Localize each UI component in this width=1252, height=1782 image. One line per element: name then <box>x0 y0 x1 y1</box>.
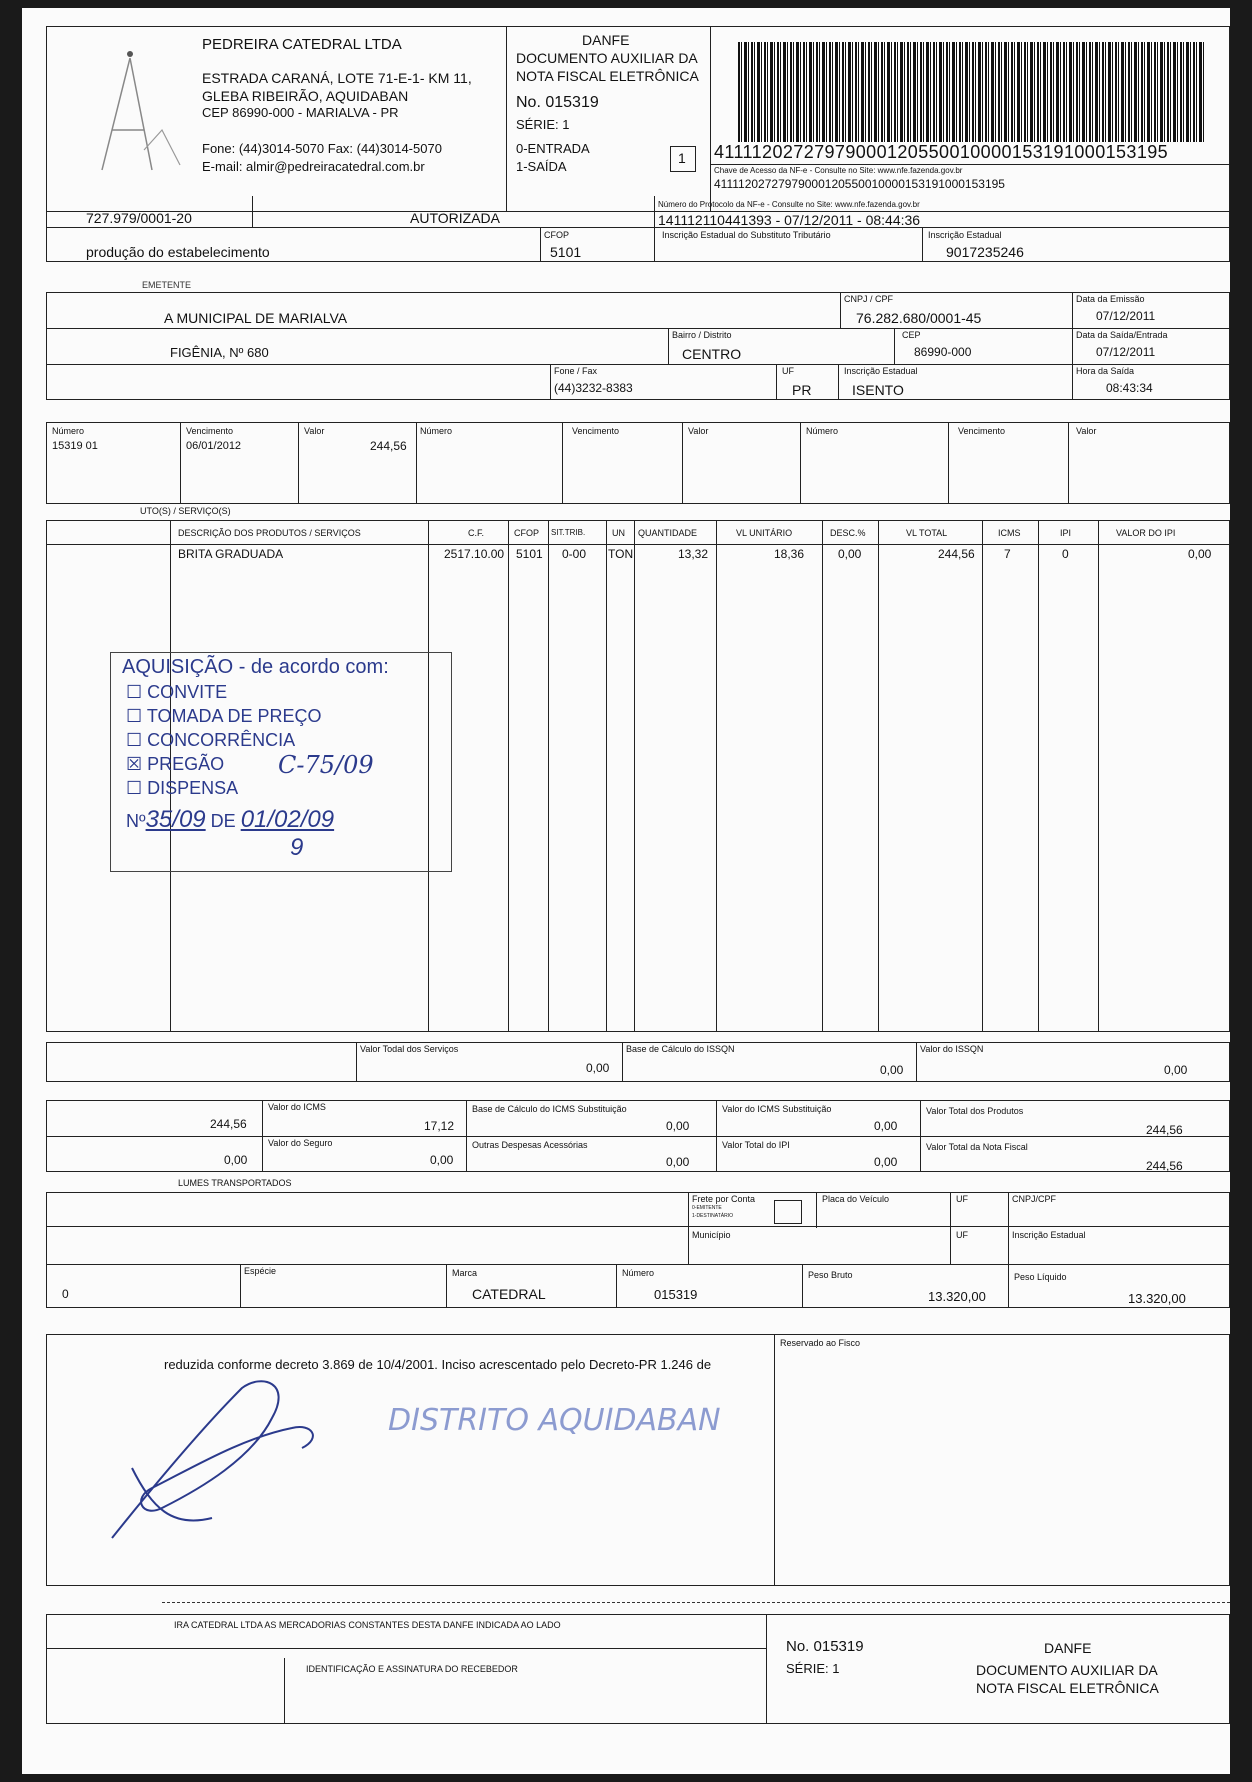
total-products-value: 244,56 <box>1146 1123 1183 1137</box>
danfe-saida: 1-SAÍDA <box>516 159 567 174</box>
base-st-label: Base de Cálculo do ICMS Substituição <box>472 1104 627 1114</box>
ipi-total-label: Valor Total do IPI <box>722 1140 790 1150</box>
col-ipi-value: VALOR DO IPI <box>1116 528 1176 538</box>
item-quantity: 13,32 <box>678 547 709 561</box>
ie-value: 9017235246 <box>946 244 1024 260</box>
stamp-option-dispensa: ☐ DISPENSA <box>126 778 239 798</box>
net-weight-value: 13.320,00 <box>1128 1291 1186 1306</box>
invoice-number-label: Número <box>52 426 85 436</box>
access-key-small: 41111202727979000120550010000153191000153195 <box>714 177 1005 191</box>
col-sit-trib: SIT.TRIB. <box>551 528 586 537</box>
invoice-value-label-3: Valor <box>1076 426 1097 436</box>
number-value: 015319 <box>654 1287 698 1302</box>
freight-option-0: 0-EMITENTE <box>692 1205 722 1211</box>
transport-uf-label: UF <box>956 1194 968 1204</box>
col-discount: DESC.% <box>830 528 866 538</box>
transport-cnpj-label: CNPJ/CPF <box>1012 1194 1057 1204</box>
danfe-series: SÉRIE: 1 <box>516 117 570 132</box>
phone-value: (44)3232-8383 <box>554 381 633 395</box>
issuer-address-3: CEP 86990-000 - MARIALVA - PR <box>202 105 399 120</box>
exit-hour-label: Hora da Saída <box>1076 366 1135 376</box>
cut-line <box>162 1602 1230 1603</box>
danfe-number: No. 015319 <box>516 94 599 111</box>
signature-scribble <box>92 1368 332 1558</box>
receipt-signature-label: IDENTIFICAÇÃO E ASSINATURA DO RECEBEDOR <box>306 1664 518 1674</box>
recipient-ie-value: ISENTO <box>852 382 904 398</box>
base-st-value: 0,00 <box>666 1119 690 1133</box>
receipt-doc-line-1: DOCUMENTO AUXILIAR DA <box>976 1662 1158 1678</box>
net-weight-label: Peso Líquido <box>1014 1272 1067 1282</box>
stamp-option-pregao: ☒ PREGÃO <box>126 754 225 774</box>
stamp-pregao-handwritten: C-75/09 <box>278 751 374 779</box>
issuer-address-1: ESTRADA CARANÁ, LOTE 71-E-1- KM 11, <box>202 70 472 86</box>
recipient-name: A MUNICIPAL DE MARIALVA <box>164 310 348 326</box>
invoice-due: 06/01/2012 <box>186 440 242 452</box>
item-cf: 2517.10.00 <box>444 547 505 561</box>
item-cfop: 5101 <box>516 547 543 561</box>
col-un: UN <box>612 528 625 538</box>
icms-st-value: 0,00 <box>874 1119 898 1133</box>
invoice-value-label-2: Valor <box>688 426 709 436</box>
col-description: DESCRIÇÃO DOS PRODUTOS / SERVIÇOS <box>178 528 361 538</box>
receipt-declaration: IRA CATEDRAL LTDA AS MERCADORIAS CONSTANTES DESTA DANFE INDICADA AO LADO <box>174 1620 561 1630</box>
invoice-number-label-3: Número <box>806 426 839 436</box>
freight-option-1: 1-DESTINATÁRIO <box>692 1213 734 1219</box>
danfe-subtitle-1: DOCUMENTO AUXILIAR DA <box>516 50 698 66</box>
city-label: Município <box>692 1230 731 1240</box>
receipt-number: No. 015319 <box>786 1638 864 1655</box>
receipt-doc-line-2: NOTA FISCAL ELETRÔNICA <box>976 1680 1159 1696</box>
stamp-under-mark: 9 <box>290 834 304 861</box>
freight-option-box <box>774 1200 802 1224</box>
item-ipi: 0 <box>1062 547 1069 561</box>
item-icms: 7 <box>1004 547 1011 561</box>
icms-st-label: Valor do ICMS Substituição <box>722 1104 832 1114</box>
item-description: BRITA GRADUADA <box>178 547 284 561</box>
transport-uf-label-2: UF <box>956 1230 968 1240</box>
gross-weight-label: Peso Bruto <box>808 1270 853 1280</box>
stamp-option-tomada: ☐ TOMADA DE PREÇO <box>126 706 322 726</box>
transport-box <box>46 1192 1230 1308</box>
catedral-logo <box>82 40 192 180</box>
danfe-type-value: 1 <box>678 150 686 166</box>
issqn-base: 0,00 <box>880 1063 904 1077</box>
item-sit-trib: 0-00 <box>562 547 587 561</box>
uf-label: UF <box>782 366 794 376</box>
exit-date-label: Data da Saída/Entrada <box>1076 330 1168 340</box>
access-key-barcode <box>738 42 1204 142</box>
emission-date-label: Data da Emissão <box>1076 294 1145 304</box>
species-label: Espécie <box>244 1266 277 1276</box>
freight-by-label: Frete por Conta <box>692 1194 756 1204</box>
icms-value: 17,12 <box>424 1119 455 1133</box>
cep-value: 86990-000 <box>914 345 972 359</box>
number-label: Número <box>622 1268 655 1278</box>
invoice-value-label: Valor <box>304 426 325 436</box>
plate-label: Placa do Veículo <box>822 1194 890 1204</box>
icms-label: Valor do ICMS <box>268 1102 326 1112</box>
issqn-base-label: Base de Cálculo do ISSQN <box>626 1044 735 1054</box>
stamp-option-convite: ☐ CONVITE <box>126 682 228 702</box>
danfe-entrada: 0-ENTRADA <box>516 141 590 156</box>
transport-ie-label: Inscrição Estadual <box>1012 1230 1086 1240</box>
col-ipi: IPI <box>1060 528 1072 538</box>
fisco-label: Reservado ao Fisco <box>780 1338 861 1348</box>
stamp-title: AQUISIÇÃO - de acordo com: <box>122 656 389 678</box>
issuer-email: E-mail: almir@pedreiracatedral.com.br <box>202 159 425 174</box>
nfe-status: AUTORIZADA <box>410 210 500 226</box>
issuer-cnpj: 727.979/0001-20 <box>86 210 192 226</box>
recipient-section-title: EMETENTE <box>142 280 192 290</box>
item-ipi-value: 0,00 <box>1188 547 1212 561</box>
recipient-cnpj: 76.282.680/0001-45 <box>856 310 982 326</box>
col-icms: ICMS <box>998 528 1021 538</box>
transport-section-title: LUMES TRANSPORTADOS <box>178 1178 292 1188</box>
invoice-due-label: Vencimento <box>186 426 234 436</box>
col-cf: C.F. <box>468 528 485 538</box>
col-cfop: CFOP <box>514 528 540 538</box>
cfop-label: CFOP <box>544 230 570 240</box>
base-icms-value: 244,56 <box>210 1117 247 1131</box>
stamp-option-concorrencia: ☐ CONCORRÊNCIA <box>126 730 296 750</box>
products-section-title: UTO(S) / SERVIÇO(S) <box>140 506 231 516</box>
uf-value: PR <box>792 382 812 398</box>
other-expenses-label: Outras Despesas Acessórias <box>472 1140 588 1150</box>
recipient-ie-label: Inscrição Estadual <box>844 366 918 376</box>
invoice-due-label-2: Vencimento <box>572 426 620 436</box>
stamp-number-line: Nº35/09 DE 01/02/09 <box>126 806 335 833</box>
ie-st-label: Inscrição Estadual do Substituto Tributário <box>662 230 831 240</box>
handwritten-district: DISTRITO AQUIDABAN <box>388 1403 721 1438</box>
insurance-value: 0,00 <box>430 1153 454 1167</box>
recipient-address: FIGÊNIA, Nº 680 <box>170 345 269 360</box>
protocol-value: 141112110441393 - 07/12/2011 - 08:44:36 <box>658 212 921 228</box>
additional-info: reduzida conforme decreto 3.869 de 10/4/2001. Inciso acrescentado pelo Decreto-PR 1.246 de <box>164 1357 712 1372</box>
cfop-value: 5101 <box>550 244 582 260</box>
issqn-value: 0,00 <box>1164 1063 1188 1077</box>
protocol-label: Número do Protocolo da NF-e - Consulte no Site: www.nfe.fazenda.gov.br <box>658 200 920 209</box>
item-unit-value: 18,36 <box>774 547 805 561</box>
insurance-label: Valor do Seguro <box>268 1138 333 1148</box>
receipt-danfe-title: DANFE <box>1044 1640 1092 1656</box>
total-nf-label: Valor Total da Nota Fiscal <box>926 1142 1028 1152</box>
danfe-subtitle-2: NOTA FISCAL ELETRÔNICA <box>516 68 699 84</box>
col-unit-value: VL UNITÁRIO <box>736 528 793 538</box>
total-nf-value: 244,56 <box>1146 1159 1183 1173</box>
ipi-total-value: 0,00 <box>874 1155 898 1169</box>
brand-value: CATEDRAL <box>472 1286 546 1302</box>
other-expenses-value: 0,00 <box>666 1155 690 1169</box>
recipient-cnpj-label: CNPJ / CPF <box>844 294 894 304</box>
issqn-services-label: Valor Todal dos Serviços <box>360 1044 459 1054</box>
district-label: Bairro / Distrito <box>672 330 732 340</box>
danfe-title: DANFE <box>582 32 630 48</box>
issuer-name: PEDREIRA CATEDRAL LTDA <box>202 36 402 53</box>
issuer-phone: Fone: (44)3014-5070 Fax: (44)3014-5070 <box>202 141 442 156</box>
item-discount: 0,00 <box>838 547 862 561</box>
exit-hour: 08:43:34 <box>1106 381 1153 395</box>
receipt-series: SÉRIE: 1 <box>786 1661 840 1676</box>
issqn-services: 0,00 <box>586 1061 610 1075</box>
access-key-large: 41111202727979000120550010000153191000153195 <box>714 142 1169 162</box>
invoice-value: 244,56 <box>370 439 407 453</box>
issuer-address-2: GLEBA RIBEIRÃO, AQUIDABAN <box>202 88 409 104</box>
exit-date: 07/12/2011 <box>1096 345 1156 359</box>
district-value: CENTRO <box>682 346 742 362</box>
item-total: 244,56 <box>938 547 975 561</box>
invoice-due-label-3: Vencimento <box>958 426 1006 436</box>
phone-label: Fone / Fax <box>554 366 598 376</box>
operation-nature: produção do estabelecimento <box>86 244 270 260</box>
gross-weight-value: 13.320,00 <box>928 1289 986 1304</box>
ie-label: Inscrição Estadual <box>928 230 1002 240</box>
brand-label: Marca <box>452 1268 478 1278</box>
cep-label: CEP <box>902 330 921 340</box>
quantity-partial: 0 <box>62 1287 69 1301</box>
freight-value: 0,00 <box>224 1153 248 1167</box>
access-key-label: Chave de Acesso da NF-e - Consulte no Site: www.nfe.fazenda.gov.br <box>714 166 963 175</box>
issqn-value-label: Valor do ISSQN <box>920 1044 984 1054</box>
invoice-number-label-2: Número <box>420 426 453 436</box>
total-products-label: Valor Total dos Produtos <box>926 1106 1024 1116</box>
col-total: VL TOTAL <box>906 528 948 538</box>
item-un: TON <box>608 547 634 561</box>
danfe-document <box>22 8 1230 1774</box>
invoice-number: 15319 01 <box>52 440 98 452</box>
col-quantity: QUANTIDADE <box>638 528 698 538</box>
emission-date: 07/12/2011 <box>1096 309 1156 323</box>
